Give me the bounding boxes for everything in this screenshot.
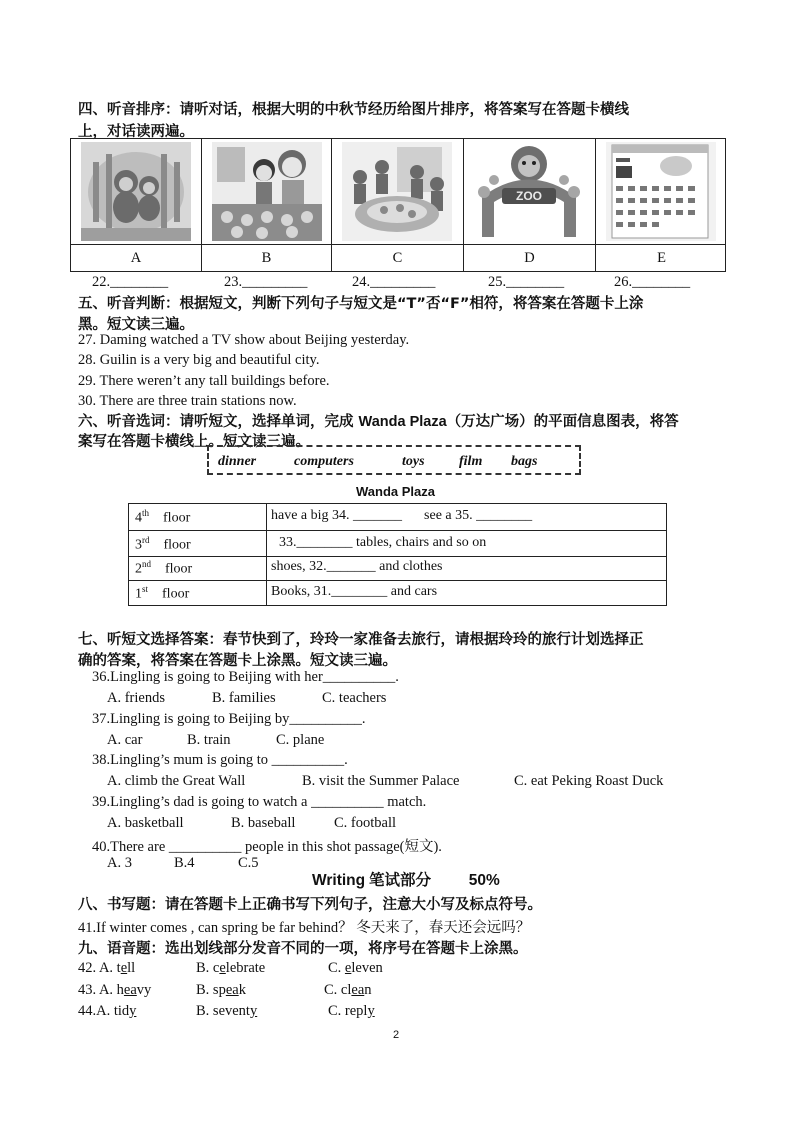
answer-blank-26[interactable]: 26.________	[614, 274, 691, 290]
statement-30: 30. There are three train stations now.	[78, 393, 297, 409]
floor-content-3: 33.________ tables, chairs and so on	[279, 535, 487, 550]
picture-cell-a	[71, 139, 201, 271]
picture-letter-d: D	[524, 250, 535, 266]
page-number: 2	[393, 1029, 400, 1041]
floor-label-1: 1st floor	[135, 584, 190, 602]
option-37b[interactable]: B. train	[187, 732, 231, 748]
statement-29: 29. There weren’t any tall buildings before.	[78, 373, 330, 389]
phonics-42c[interactable]: C. eleven	[328, 960, 383, 976]
floor-label-2: 2nd floor	[135, 559, 193, 577]
word-bank	[207, 445, 581, 475]
s5-heading-line1: 五、听音判断：根据短文，判断下列句子与短文是“T”否“F”相符，将答案在答题卡上涂	[78, 296, 644, 312]
option-40c[interactable]: C.5	[238, 855, 259, 871]
option-37a[interactable]: A. car	[107, 732, 143, 748]
phonics-43a[interactable]: 43. A. heavy	[78, 982, 152, 998]
monkeys-zoo-image	[81, 142, 191, 241]
statement-28: 28. Guilin is a very big and beautiful city.	[78, 352, 320, 368]
word-option: computers	[294, 454, 354, 469]
mooncakes-family-image	[212, 142, 322, 241]
option-36c[interactable]: C. teachers	[322, 690, 387, 706]
word-option: bags	[511, 454, 538, 469]
question-37: 37.Lingling is going to Beijing by__________.	[92, 711, 366, 727]
question-40: 40.There are __________ people in this shot passage(短文).	[92, 839, 442, 855]
wanda-floor-table	[128, 503, 667, 606]
question-38: 38.Lingling’s mum is going to __________.	[92, 752, 348, 768]
statement-27: 27. Daming watched a TV show about Beijing yesterday.	[78, 332, 410, 348]
picture-cell-e	[595, 139, 727, 271]
s5-heading-line2: 黑。短文读三遍。	[78, 317, 194, 333]
calendar-image	[606, 142, 716, 241]
picture-letter-e: E	[657, 250, 666, 266]
floor-label-4: 4th floor	[135, 508, 191, 526]
answer-blank-24[interactable]: 24._________	[352, 274, 436, 290]
option-36a[interactable]: A. friends	[107, 690, 165, 706]
option-40a[interactable]: A. 3	[107, 855, 132, 871]
picture-letter-b: B	[261, 250, 272, 266]
s8-heading: 八、书写题：请在答题卡上正确书写下列句子，注意大小写及标点符号。	[78, 897, 542, 913]
floor-label-3: 3rd floor	[135, 535, 191, 553]
floor-content-4: have a big 34. _______ see a 35. ________	[271, 508, 533, 523]
option-36b[interactable]: B. families	[212, 690, 276, 706]
s4-heading-line1: 四、听音排序：请听对话，根据大明的中秋节经历给图片排序，将答案写在答题卡横线	[78, 102, 629, 118]
picture-letter-a: A	[130, 250, 142, 266]
option-38b[interactable]: B. visit the Summer Palace	[302, 773, 460, 789]
dinner-table-image	[342, 142, 452, 241]
option-38a[interactable]: A. climb the Great Wall	[107, 773, 246, 789]
s6-heading-line2: 案写在答题卡横线上。短文读三遍。	[78, 434, 310, 450]
zoo-gate-image	[474, 142, 584, 241]
word-option: dinner	[218, 454, 257, 469]
option-38c[interactable]: C. eat Peking Roast Duck	[514, 773, 664, 789]
word-option: film	[459, 454, 483, 469]
s6-heading-line1: 六、听音选词：请听短文，选择单词，完成 Wanda Plaza（万达广场）的平面信息图表，将答	[78, 414, 679, 430]
s9-heading: 九、语音题：选出划线部分发音不同的一项，将序号在答题卡上涂黑。	[78, 941, 528, 957]
question-36: 36.Lingling is going to Beijing with her__________.	[92, 669, 399, 685]
writing-section-banner: Writing 笔试部分 50%	[312, 871, 500, 889]
picture-cell-d	[463, 139, 595, 271]
answer-blank-25[interactable]: 25.________	[488, 274, 565, 290]
picture-letter-c: C	[392, 250, 403, 266]
option-40b[interactable]: B.4	[174, 855, 195, 871]
phonics-42b[interactable]: B. celebrate	[196, 960, 266, 976]
svg-text:ZOO: ZOO	[516, 189, 542, 203]
floor-content-2: shoes, 32._______ and clothes	[271, 559, 443, 574]
picture-cell-b	[201, 139, 331, 271]
phonics-44a[interactable]: 44.A. tidy	[78, 1003, 137, 1019]
option-39a[interactable]: A. basketball	[107, 815, 184, 831]
floor-content-1: Books, 31.________ and cars	[271, 584, 438, 599]
s7-heading-line1: 七、听短文选择答案：春节快到了，玲玲一家准备去旅行，请根据玲玲的旅行计划选择正	[78, 632, 644, 648]
option-37c[interactable]: C. plane	[276, 732, 325, 748]
word-option: toys	[402, 454, 425, 469]
picture-cell-c	[331, 139, 463, 271]
phonics-42a[interactable]: 42. A. tell	[78, 960, 136, 976]
option-39b[interactable]: B. baseball	[231, 815, 296, 831]
phonics-44b[interactable]: B. seventy	[196, 1003, 258, 1019]
table-title: Wanda Plaza	[356, 484, 435, 499]
sentence-41: 41.If winter comes , can spring be far behind？ 冬天来了，春天还会远吗？	[78, 920, 531, 936]
option-39c[interactable]: C. football	[334, 815, 397, 831]
phonics-43c[interactable]: C. clean	[324, 982, 372, 998]
picture-table	[70, 138, 726, 272]
answer-blank-23[interactable]: 23._________	[224, 274, 308, 290]
s4-heading-line2: 上，对话读两遍。	[78, 124, 194, 140]
answer-blank-22[interactable]: 22.________	[92, 274, 169, 290]
phonics-43b[interactable]: B. speak	[196, 982, 246, 998]
phonics-44c[interactable]: C. reply	[328, 1003, 375, 1019]
s7-heading-line2: 确的答案，将答案在答题卡上涂黑。短文读三遍。	[78, 653, 397, 669]
question-39: 39.Lingling’s dad is going to watch a __________ match.	[92, 794, 427, 810]
